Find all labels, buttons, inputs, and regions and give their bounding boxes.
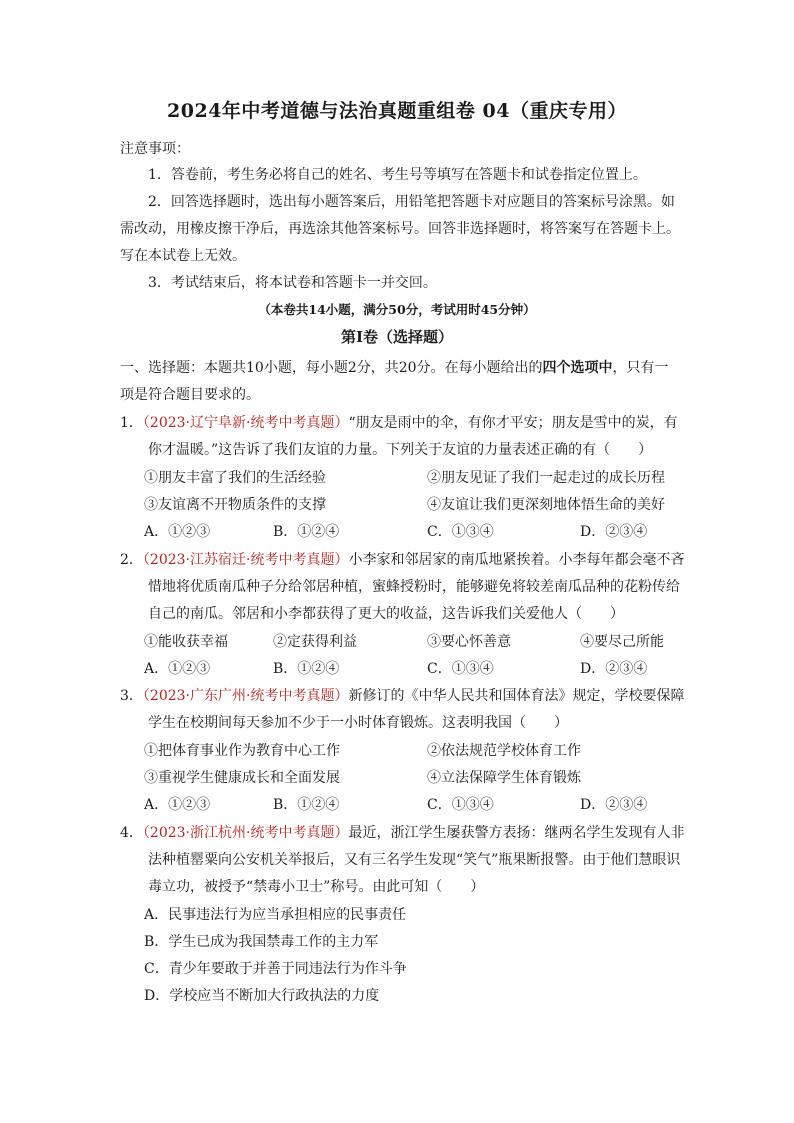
notice-item-2-line-2: 需改动，用橡皮擦干净后，再选涂其他答案标号。回答非选择题时，将答案写在答题卡上。: [120, 221, 680, 237]
q4-option-c: C．青少年要敢于并善于同违法行为作斗争: [144, 961, 407, 977]
page-title: 2024年中考道德与法治真题重组卷 04（重庆专用）: [167, 100, 627, 122]
part1-instruction-line-2: 项是符合题目要求的。: [120, 387, 260, 403]
q3-choice-b: B．①②④: [273, 797, 340, 813]
question-source: （2023·浙江杭州·统考中考真题）: [142, 825, 349, 841]
question-number: 4．: [120, 825, 143, 841]
q1-statement-2: ②朋友见证了我们一起走过的成长历程: [427, 470, 665, 486]
q1-choice-d: D．②③④: [580, 524, 648, 540]
q1-statement-3: ③友谊离不开物质条件的支撑: [144, 497, 326, 513]
q1-statement-4: ④友谊让我们更深刻地体悟生命的美好: [427, 497, 665, 513]
q2-statement-3: ③要心怀善意: [427, 634, 511, 650]
q1-statement-1: ①朋友丰富了我们的生活经验: [144, 470, 326, 486]
question-source: （2023·辽宁阜新·统考中考真题）: [142, 415, 349, 431]
q2-choice-b: B．①②④: [273, 661, 340, 677]
notice-heading: 注意事项：: [120, 141, 190, 157]
q2-choice-d: D．②③④: [580, 661, 648, 677]
q3-choice-c: C．①③④: [427, 797, 494, 813]
q3-choice-a: A．①②③: [144, 797, 211, 813]
section-title: 第I卷（选择题）: [340, 328, 454, 346]
question-text: 新修订的《中华人民共和国体育法》规定，学校要保障: [348, 688, 685, 704]
q3-statement-3: ③重视学生健康成长和全面发展: [144, 770, 340, 786]
question-text: 小李家和邻居家的南瓜地紧挨着。小李每年都会毫不吝: [348, 552, 685, 568]
q2-choice-a: A．①②③: [144, 661, 211, 677]
part1-text-a: 一、选择题：本题共10小题，每小题2分，共20分。在每小题给出的: [120, 360, 543, 376]
question-number: 1．: [120, 415, 143, 431]
part1-text-c: ，只有一: [612, 360, 669, 376]
q2-statement-2: ②定获得利益: [273, 634, 357, 650]
question-text: 最近，浙江学生屡获警方表扬：继两名学生发现有人非: [348, 825, 685, 841]
question-text: “朋友是雨中的伞，有你才平安；朋友是雪中的炭，有: [348, 415, 678, 431]
question-source: （2023·广东广州·统考中考真题）: [142, 688, 349, 704]
notice-item-2-line-3: 写在本试卷上无效。: [120, 248, 246, 264]
q1-choice-c: C．①③④: [427, 524, 494, 540]
notice-item-2-line-1: 2．回答选择题时，选出每小题答案后，用铅笔把答题卡对应题目的答案标号涂黑。如: [148, 194, 675, 210]
notice-item-1: 1．答卷前，考生务必将自己的姓名、考生号等填写在答题卡和试卷指定位置上。: [148, 167, 647, 183]
question-3-line-2: 学生在校期间每天参加不少于一小时体育锻炼。这表明我国（ ）: [148, 715, 568, 731]
notice-item-3: 3．考试结束后，将本试卷和答题卡一并交回。: [148, 275, 437, 291]
question-2-line-2: 惜地将优质南瓜种子分给邻居种植，蜜蜂授粉时，能够避免将较差南瓜品种的花粉传给: [148, 579, 680, 595]
question-4-line-2: 法种植罂粟向公安机关举报后，又有三名学生发现“笑气”瓶果断报警。由于他们慧眼识: [148, 852, 681, 868]
question-source: （2023·江苏宿迁·统考中考真题）: [142, 552, 349, 568]
question-number: 2．: [120, 552, 143, 568]
q3-choice-d: D．②③④: [580, 797, 648, 813]
question-1-line-1: [120, 413, 678, 433]
question-2-line-1: [120, 550, 684, 570]
question-2-line-3: 自己的南瓜。邻居和小李都获得了更大的收益，这告诉我们关爱他人（ ）: [148, 606, 624, 622]
question-number: 3．: [120, 688, 143, 704]
q2-statement-1: ①能收获幸福: [144, 634, 228, 650]
question-4-line-3: 毒立功，被授予“禁毒小卫士”称号。由此可知（ ）: [148, 879, 485, 895]
question-3-line-1: [120, 686, 684, 706]
question-4-line-1: [120, 823, 684, 843]
q2-statement-4: ④要尽己所能: [580, 634, 664, 650]
q4-option-a: A．民事违法行为应当承担相应的民事责任: [144, 907, 407, 923]
q3-statement-1: ①把体育事业作为教育中心工作: [144, 743, 340, 759]
q3-statement-4: ④立法保障学生体育锻炼: [427, 770, 581, 786]
q4-option-d: D．学校应当不断加大行政执法的力度: [144, 988, 380, 1004]
q4-option-b: B．学生已成为我国禁毒工作的主力军: [144, 934, 379, 950]
q1-choice-b: B．①②④: [273, 524, 340, 540]
question-1-line-2: 你才温暖。”这告诉了我们友谊的力量。下列关于友谊的力量表述正确的有（ ）: [148, 442, 653, 458]
q3-statement-2: ②依法规范学校体育工作: [427, 743, 581, 759]
q2-choice-c: C．①③④: [427, 661, 494, 677]
part1-instruction-line-1: [120, 358, 669, 378]
exam-meta: （本卷共14小题，满分50分，考试用时45分钟）: [258, 302, 536, 317]
part1-text-emphasis: 四个选项中: [542, 360, 613, 376]
q1-choice-a: A．①②③: [144, 524, 211, 540]
